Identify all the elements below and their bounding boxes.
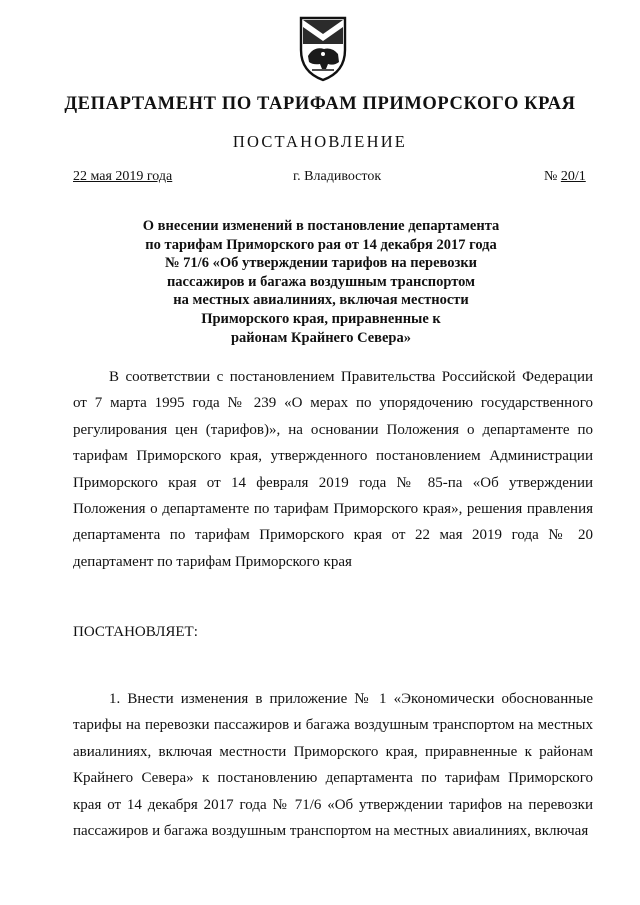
preamble-text: В соответствии с постановлением Правительства Российской Федерации от 7 марта 1995 года № 239 «О мерах по упорядочению государственного регулирования цен (тарифов)», на основании Положения о департаменте по тарифам Приморского края, утвержденного постановлением Администрации Приморского края от 14 февраля 2019 года № 85-па «Об утверждении Положения о департаменте по тарифам Приморского края», решения правления департамента по тарифам Приморского края от 22 мая 2019 года № 20 департамент по тарифам Приморского края (73, 369, 593, 570)
document-date: 22 мая 2019 года (73, 169, 173, 184)
document-number (544, 169, 586, 185)
item-1-paragraph (73, 686, 593, 844)
decree-word: ПОСТАНОВЛЯЕТ: (73, 624, 198, 640)
subject-line: по тарифам Приморского рая от 14 декабря 2017 года (145, 236, 497, 253)
department-name: ДЕПАРТАМЕНТ ПО ТАРИФАМ ПРИМОРСКОГО КРАЯ (64, 94, 576, 114)
subject-line: О внесении изменений в постановление департамента (142, 218, 500, 234)
subject-line: пассажиров и багажа воздушным транспортом (166, 273, 476, 290)
subject-line: № 71/6 «Об утверждении тарифов на перевозки (164, 255, 478, 272)
number-value: 20/1 (560, 169, 586, 184)
subject-line: на местных авиалиниях, включая местности (173, 292, 469, 309)
subject-line: Приморского края, приравненные к (201, 310, 441, 327)
item-1-text: 1. Внести изменения в приложение № 1 «Экономически обоснованные тарифы на перевозки пассажиров и багажа воздушным транспортом на местных авиалиниях, включая местности Приморского края, приравненные к районам Крайнего Севера» к постановлению департамента по тарифам Приморского края от 14 декабря 2017 года № 71/6 «Об утверждении тарифов на перевозки пассажиров и багажа воздушным транспортом на местных авиалиниях, включая (73, 691, 593, 840)
subject-line: районам Крайнего Севера» (230, 329, 411, 346)
document-subject (110, 217, 532, 347)
preamble-paragraph (73, 364, 593, 575)
document-city: г. Владивосток (293, 169, 382, 184)
document-type: ПОСТАНОВЛЕНИЕ (232, 132, 408, 151)
number-prefix: № (544, 169, 558, 184)
coat-of-arms-emblem (298, 14, 348, 82)
primorsky-coat-of-arms-icon (298, 14, 348, 82)
